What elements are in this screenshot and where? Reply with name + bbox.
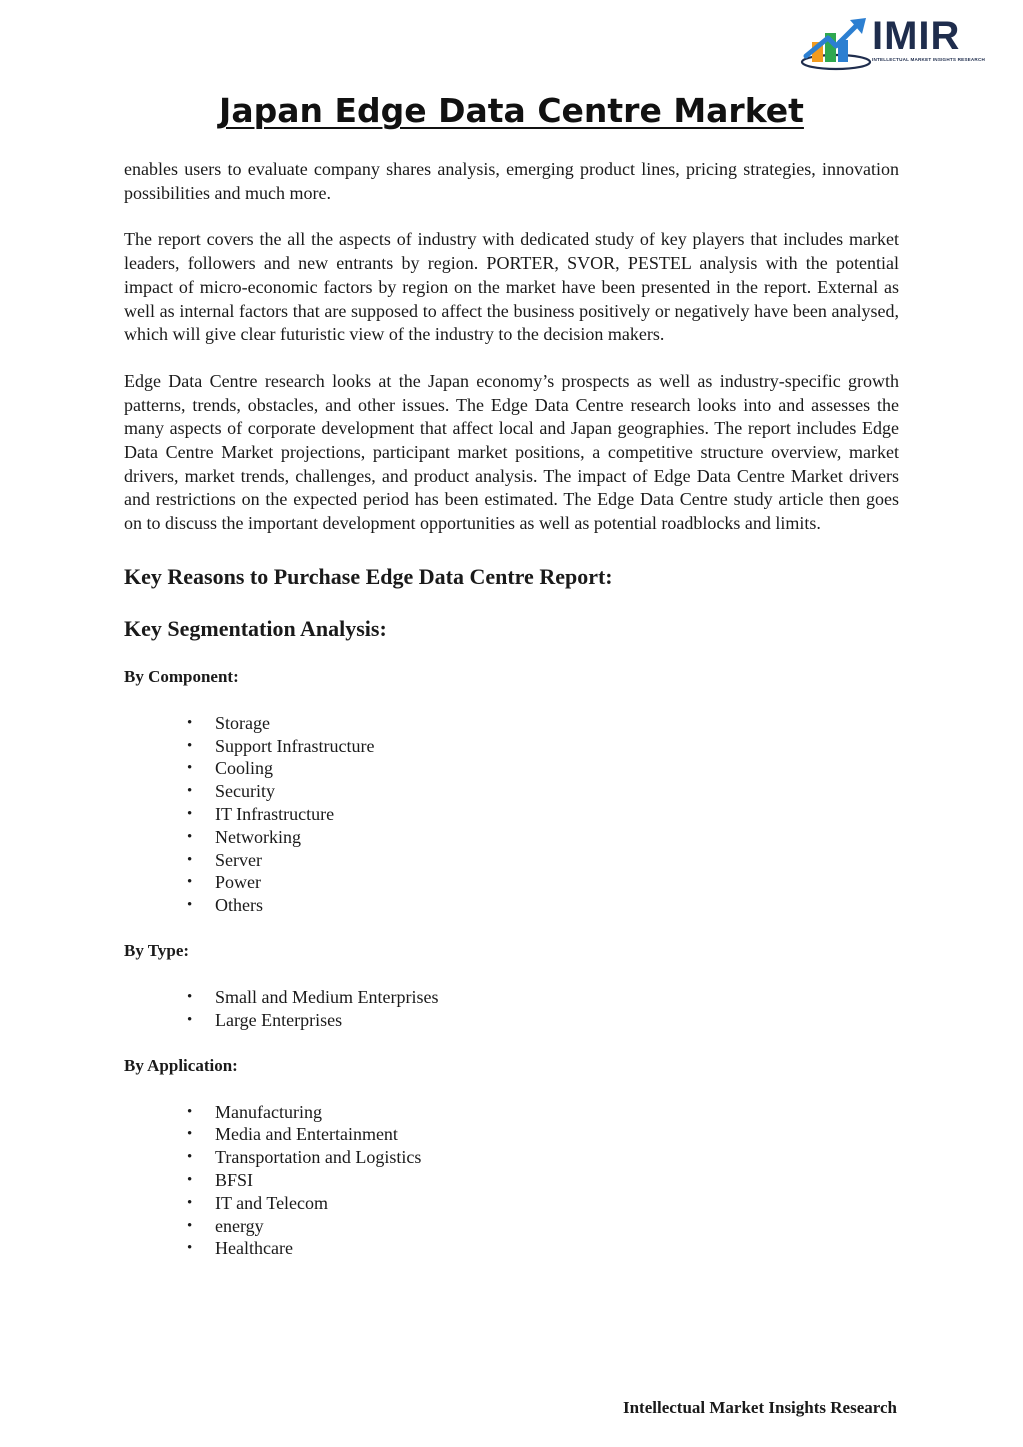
type-list xyxy=(124,986,899,1032)
list-item: • Media and Entertainment xyxy=(215,1123,899,1146)
segment-title-application: By Application: xyxy=(124,1055,238,1075)
component-list xyxy=(124,712,899,917)
list-item: • Large Enterprises xyxy=(215,1009,899,1032)
list-item: • Support Infrastructure xyxy=(215,735,899,758)
list-item: • Power xyxy=(215,871,899,894)
rising-bars-arrow-icon xyxy=(800,16,872,72)
document-body xyxy=(124,158,899,1260)
list-item: • Security xyxy=(215,780,899,803)
logo-tagline: INTELLECTUAL MARKET INSIGHTS RESEARCH xyxy=(872,57,985,62)
paragraph: enables users to evaluate company shares analysis, emerging product lines, pricing strategies, innovation possibilities and much more. xyxy=(124,159,899,203)
list-item: • Networking xyxy=(215,826,899,849)
paragraph: The report covers the all the aspects of industry with dedicated study of key players that includes market leaders, followers and new entrants by region. PORTER, SVOR, PESTEL analysis with the potential impact of micro-economic factors by region on the market have been presented in the report. External as well as internal factors that are supposed to affect the business positively or negatively have been analysed, which will give clear futuristic view of the industry to the decision makers. xyxy=(124,229,899,345)
imir-logo xyxy=(800,16,1000,72)
list-item: • energy xyxy=(215,1215,899,1238)
list-item: • Cooling xyxy=(215,757,899,780)
list-item: • Storage xyxy=(215,712,899,735)
list-item: • Server xyxy=(215,849,899,872)
list-item: • IT Infrastructure xyxy=(215,803,899,826)
list-item: • Small and Medium Enterprises xyxy=(215,986,899,1009)
list-item: • BFSI xyxy=(215,1169,899,1192)
list-item: • Transportation and Logistics xyxy=(215,1146,899,1169)
page-title: Japan Edge Data Centre Market xyxy=(219,91,804,130)
list-item: • Healthcare xyxy=(215,1237,899,1260)
footer-company-name: Intellectual Market Insights Research xyxy=(622,1398,897,1417)
segment-title-component: By Component: xyxy=(124,666,239,686)
list-item: • Others xyxy=(215,894,899,917)
application-list xyxy=(124,1101,899,1261)
heading-key-segmentation: Key Segmentation Analysis: xyxy=(124,615,387,641)
paragraph: Edge Data Centre research looks at the Japan economy’s prospects as well as industry-specific growth patterns, trends, obstacles, and other issues. The Edge Data Centre research looks into and assesses the many aspects of corporate development that affect local and Japan geographies. The report includes Edge Data Centre Market projections, participant market positions, a competitive structure overview, market drivers, market trends, challenges, and product analysis. The impact of Edge Data Centre Market drivers and restrictions on the expected period has been estimated. The Edge Data Centre study article then goes on to discuss the important development opportunities as well as potential roadblocks and limits. xyxy=(124,370,899,534)
list-item: • IT and Telecom xyxy=(215,1192,899,1215)
list-item: • Manufacturing xyxy=(215,1101,899,1124)
segment-title-type: By Type: xyxy=(124,941,190,961)
logo-wordmark: IMIR xyxy=(872,14,961,58)
heading-key-reasons: Key Reasons to Purchase Edge Data Centre Report: xyxy=(124,563,613,589)
